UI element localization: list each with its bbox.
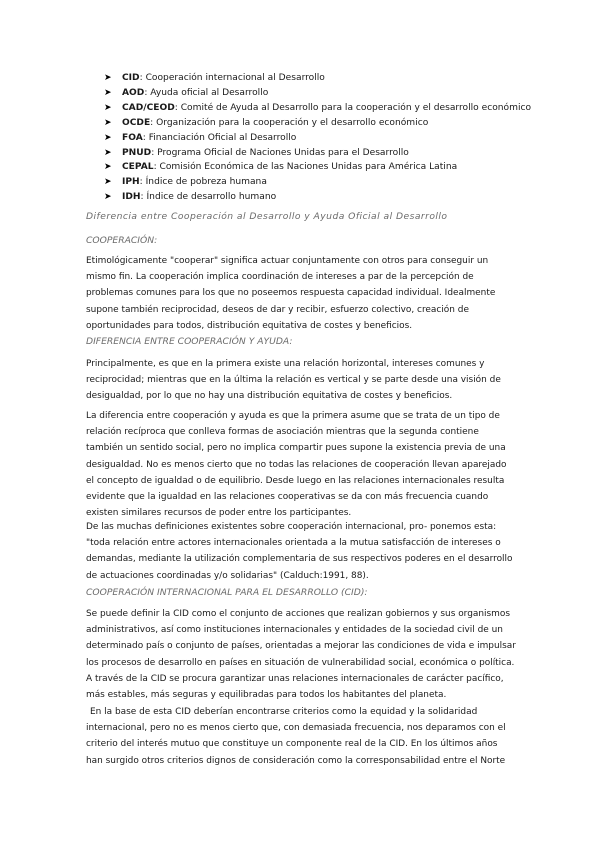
arrow-bullet-icon: ➤ xyxy=(104,192,112,203)
list-item xyxy=(104,131,531,146)
abbreviation-description: : Cooperación internacional al Desarrollo xyxy=(139,73,325,83)
arrow-bullet-icon: ➤ xyxy=(104,73,112,83)
diferencia-paragraph-2: La diferencia entre cooperación y ayuda es que la primera asume que se trata de un tipo de relación recíproca que conlleva formas de asociación mientras que la segunda contiene también un sentido social, pero no implica compartir pues supone la existencia previa de una desigualdad. No es menos cierto que no todas las relaciones de cooperación llevan aparejado el concepto de igualdad o de equilibrio. Desde luego en las relaciones internacionales resulta evidente que la igualdad en las relaciones cooperativas se da con más frecuencia cuando existen similares recursos de poder entre los participantes. xyxy=(86,411,507,519)
cid-heading: COOPERACIÓN INTERNACIONAL PARA EL DESARROLLO (CID): xyxy=(86,587,368,598)
list-item xyxy=(104,86,531,101)
list-item xyxy=(104,116,531,131)
arrow-bullet-icon: ➤ xyxy=(104,177,112,188)
arrow-bullet-icon: ➤ xyxy=(104,117,112,128)
arrow-bullet-icon: ➤ xyxy=(104,147,112,158)
abbreviation-description: : Financiación Oficial al Desarrollo xyxy=(142,132,297,143)
abbreviation-description: : Ayuda oficial al Desarrollo xyxy=(144,87,269,98)
cooperacion-heading: COOPERACIÓN: xyxy=(86,235,158,246)
arrow-bullet-icon: ➤ xyxy=(104,87,112,98)
abbreviation-description: : Comité de Ayuda al Desarrollo para la cooperación y el desarrollo económico xyxy=(174,102,532,113)
diferencia-paragraph-1: Principalmente, es que en la primera existe una relación horizontal, intereses comunes y reciprocidad; mientras que en la última la relación es vertical y se parte desde una visión de desigualdad, por lo que no hay una distribución equitativa de costes y beneficios. xyxy=(86,359,501,402)
abbreviation: AOD xyxy=(122,87,145,98)
diferencia-heading: DIFERENCIA ENTRE COOPERACIÓN Y AYUDA: xyxy=(86,336,293,347)
list-item xyxy=(104,101,531,116)
abbreviation-description: : Índice de desarrollo humano xyxy=(140,192,277,203)
abbreviation: IDH xyxy=(122,192,141,203)
list-item xyxy=(104,71,531,86)
diferencia-paragraph-3: De las muchas definiciones existentes sobre cooperación internacional, pro- ponemos esta: "toda relación entre actores internacionales orientada a la mutua satisfacción de intereses o demandas, mediante la utilización complementaria de sus respectivos poderes en el desarrollo de actuaciones coordinadas y/o solidarias" (Calduch:1991, 88). xyxy=(86,522,513,581)
abbreviation: FOA xyxy=(122,132,143,143)
list-item xyxy=(104,146,531,161)
abbreviation-description: : Índice de pobreza humana xyxy=(139,177,267,188)
cid-paragraph-1: Se puede definir la CID como el conjunto de acciones que realizan gobiernos y sus organismos administrativos, así como instituciones internacionales y entidades de la sociedad civil de un determinado país o conjunto de países, orientadas a mejorar las condiciones de vida e impulsar los procesos de desarrollo en países en situación de vulnerabilidad social, económica o política. A través de la CID se procura garantizar unas relaciones internacionales de carácter pacífico, más estables, más seguras y equilibradas para todos los habitantes del planeta. xyxy=(86,609,516,701)
abbreviation-description: : Organización para la cooperación y el desarrollo económico xyxy=(150,117,429,128)
cooperacion-paragraph: Etimológicamente "cooperar" significa actuar conjuntamente con otros para conseguir un mismo fin. La cooperación implica coordinación de intereses a par de la percepción de problemas comunes para los que no poseemos respuesta capacidad individual. Idealmente supone también reciprocidad, deseos de dar y recibir, esfuerzo colectivo, creación de oportunidades para todos, distribución equitativa de costes y beneficios. xyxy=(86,256,496,331)
abbreviation-list xyxy=(104,71,531,205)
abbreviation: CAD/CEOD xyxy=(122,102,175,113)
abbreviation-description: : Programa Oficial de Naciones Unidas para el Desarrollo xyxy=(151,147,409,158)
section-title: Diferencia entre Cooperación al Desarrollo y Ayuda Oficial al Desarrollo xyxy=(86,211,448,222)
cid-paragraph-2: En la base de esta CID deberían encontrarse criterios como la equidad y la solidaridad internacional, pero no es menos cierto que, con demasiada frecuencia, nos deparamos con el criterio del interés mutuo que constituye un componente real de la CID. En los últimos años han surgido otros criterios dignos de consideración como la corresponsabilidad entre el Norte xyxy=(86,707,506,766)
list-item xyxy=(104,190,531,205)
abbreviation: PNUD xyxy=(122,147,152,158)
abbreviation-description: : Comisión Económica de las Naciones Unidas para América Latina xyxy=(153,162,458,173)
arrow-bullet-icon: ➤ xyxy=(104,132,112,143)
arrow-bullet-icon: ➤ xyxy=(104,162,112,173)
list-item xyxy=(104,175,531,190)
abbreviation: CID xyxy=(122,73,140,83)
abbreviation: CEPAL xyxy=(122,162,154,173)
abbreviation: IPH xyxy=(122,177,140,188)
list-item xyxy=(104,160,531,175)
abbreviation: OCDE xyxy=(122,117,151,128)
arrow-bullet-icon: ➤ xyxy=(104,102,112,113)
